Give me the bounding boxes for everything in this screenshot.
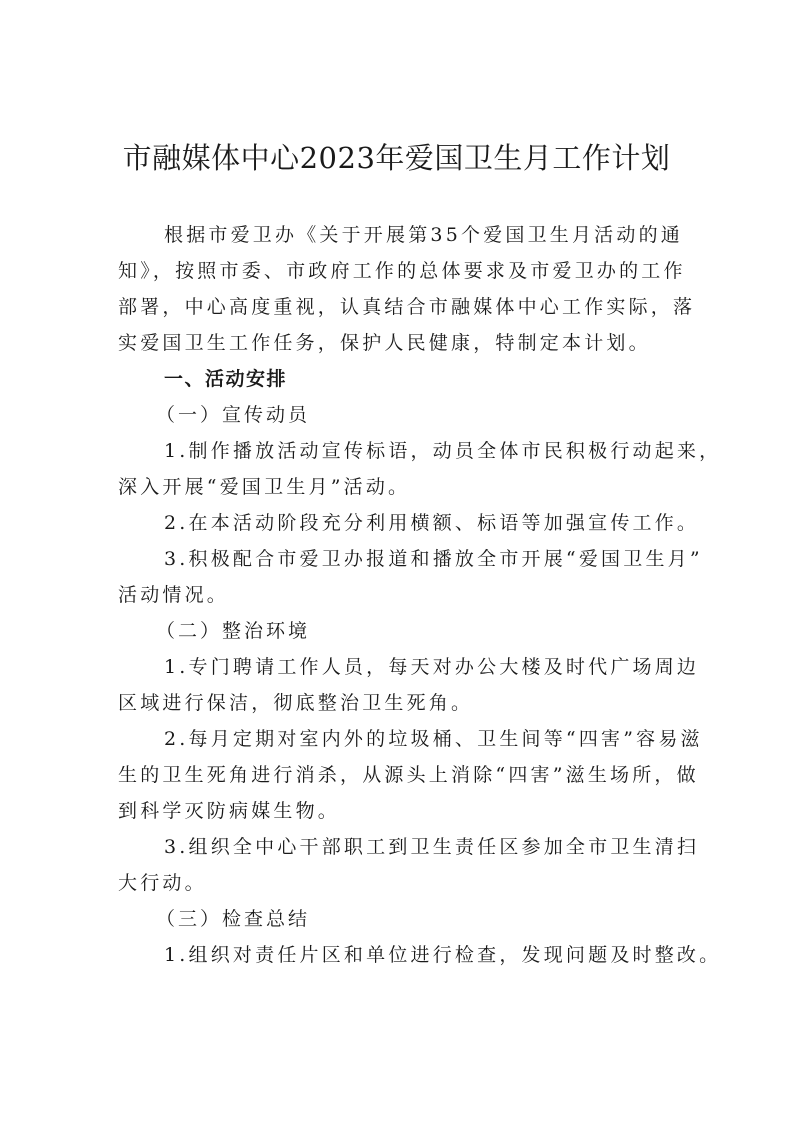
section-heading: 一、活动安排 — [164, 368, 288, 390]
list-item-line: 3.积极配合市爱卫办报道和播放全市开展“爱国卫生月” — [164, 548, 703, 570]
list-item-line: 到科学灭防病媒生物。 — [118, 800, 341, 822]
list-item-line: 活动情况。 — [118, 584, 230, 606]
subsection-heading: （三）检查总结 — [156, 908, 311, 930]
list-item-line: 1.组织对责任片区和单位进行检查，发现问题及时整改。 — [164, 944, 722, 966]
list-item-line: 大行动。 — [118, 872, 207, 894]
list-item-line: 生的卫生死角进行消杀，从源头上消除“四害”滋生场所，做 — [118, 764, 699, 786]
list-item-line: 区域进行保洁，彻底整治卫生死角。 — [118, 692, 474, 714]
subsection-heading: （一）宣传动员 — [156, 404, 311, 426]
intro-line: 实爱国卫生工作任务，保护人民健康，特制定本计划。 — [118, 332, 651, 354]
list-item-line: 2.在本活动阶段充分利用横额、标语等加强宣传工作。 — [164, 512, 700, 534]
list-item-line: 3.组织全中心干部职工到卫生责任区参加全市卫生清扫 — [164, 836, 700, 858]
document-title: 市融媒体中心2023年爱国卫生月工作计划 — [122, 141, 671, 175]
list-item-line: 1.专门聘请工作人员，每天对办公大楼及时代广场周边 — [164, 656, 700, 678]
intro-line: 根据市爱卫办《关于开展第35个爱国卫生月活动的通 — [164, 224, 683, 246]
list-item-line: 深入开展“爱国卫生月”活动。 — [118, 476, 411, 498]
intro-line: 部署，中心高度重视，认真结合市融媒体中心工作实际，落 — [118, 296, 696, 318]
list-item-line: 2.每月定期对室内外的垃圾桶、卫生间等“四害”容易滋 — [164, 728, 703, 750]
intro-line: 知》，按照市委、市政府工作的总体要求及市爱卫办的工作 — [118, 260, 686, 282]
subsection-heading: （二）整治环境 — [156, 620, 311, 642]
list-item-line: 1.制作播放活动宣传标语，动员全体市民积极行动起来， — [164, 440, 722, 462]
document-body — [118, 217, 722, 973]
